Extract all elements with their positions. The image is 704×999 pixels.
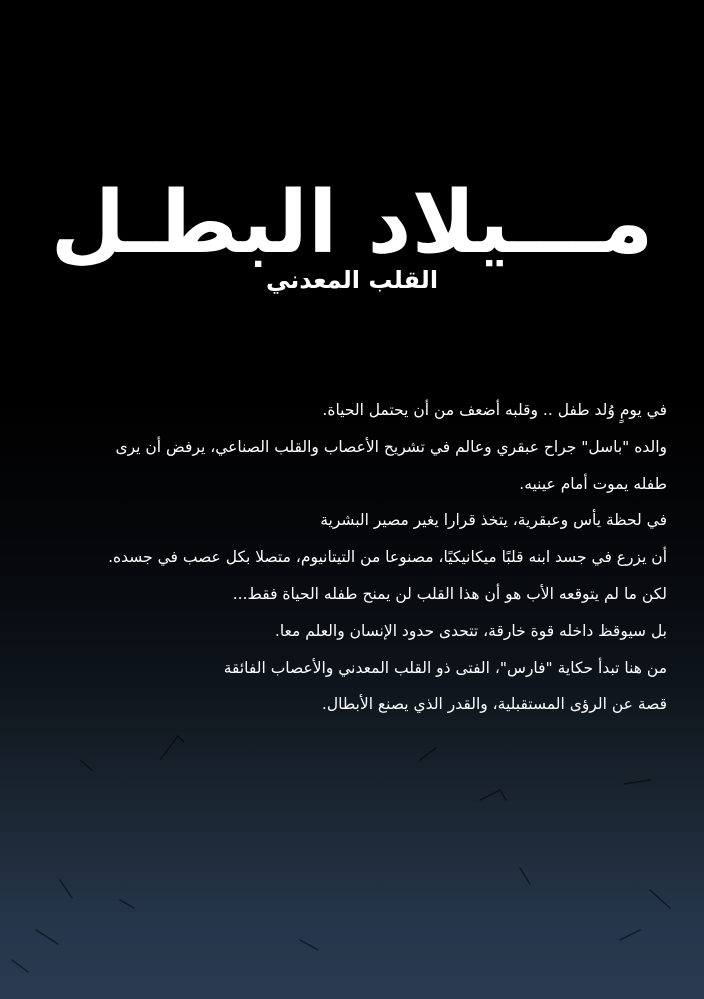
synopsis-text [27, 392, 667, 723]
synopsis-line: من هنا تبدأ حكاية "فارس"، الفتى ذو القلب المعدني والأعصاب الفائقة [223, 658, 667, 677]
book-subtitle: القلب المعدني [265, 266, 439, 294]
synopsis-line: لكن ما لم يتوقعه الأب هو أن هذا القلب لن يمنح طفله الحياة فقط... [232, 584, 667, 603]
book-title: مـــيلاد البطـل [50, 173, 654, 273]
synopsis-line: أن يزرع في جسد ابنه قلبًا ميكانيكيًا، مصنوعا من التيتانيوم، متصلا بكل عصب في جسده. [108, 548, 667, 567]
synopsis-line: في يومٍ وُلد طفل .. وقلبه أضعف من أن يحتمل الحياة. [322, 401, 667, 419]
synopsis-line: في لحظة يأس وعبقرية، يتخذ قرارا يغير مصير البشرية [320, 511, 667, 530]
synopsis-line: طفله يموت أمام عينيه. [519, 474, 667, 493]
synopsis-line: والده "باسل" جراح عبقري وعالم في تشريح الأعصاب والقلب الصناعي، يرفض أن يرى [115, 437, 667, 456]
synopsis-line: بل سيوقظ داخله قوة خارقة، تتحدى حدود الإنسان والعلم معا. [274, 621, 667, 640]
synopsis-line: قصة عن الرؤى المستقبلية، والقدر الذي يصنع الأبطال. [321, 695, 667, 714]
